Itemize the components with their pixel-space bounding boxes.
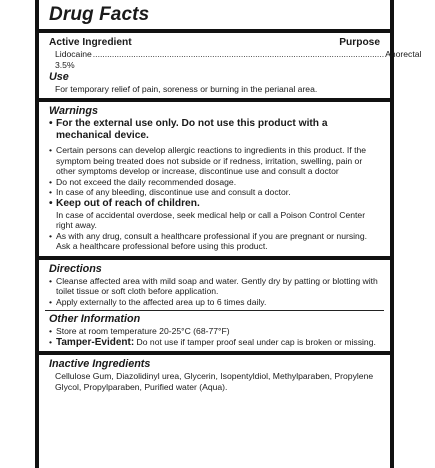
warning-text: Do not exceed the daily recommended dosage.	[56, 176, 237, 187]
bullet-icon: •	[49, 336, 53, 347]
direction-text: Apply externally to the affected area up to 6 times daily.	[56, 296, 267, 307]
drug-facts-panel	[35, 0, 422, 468]
warning-text: Certain persons can develop allergic reactions to ingredients in this product. If the symptom being treated does not subside or if redness, irritation, swelling, pain or other symptoms develop or increase, discontinue use and consult a doctor	[56, 145, 367, 176]
tamper-text: Do not use if tamper proof seal under cap is broken or missing.	[134, 336, 376, 347]
inactive-ingredients-section	[39, 355, 390, 393]
other-item	[49, 337, 380, 349]
active-heading: Active Ingredient	[49, 37, 132, 48]
use-heading: Use	[49, 71, 69, 83]
use-text: For temporary relief of pain, soreness or burning in the perianal area.	[55, 84, 318, 94]
warning-text: For the external use only. Do not use this product with a mechanical device.	[56, 118, 328, 141]
directions-heading: Directions	[49, 262, 102, 275]
directions-section	[39, 260, 390, 308]
bullet-icon: •	[49, 197, 53, 209]
direction-item	[49, 297, 380, 308]
warning-text: In case of any bleeding, discontinue use and consult a doctor.	[56, 187, 291, 197]
bullet-icon: •	[49, 176, 53, 187]
warning-item	[49, 198, 380, 210]
active-heading-row	[49, 37, 380, 49]
warning-item	[49, 118, 380, 142]
warning-text: As with any drug, consult a healthcare professional if you are pregnant or nursing. Ask a healthcare professional before using this product.	[56, 230, 367, 251]
other-item	[49, 326, 380, 337]
other-text: Store at room temperature 20-25°C (68-77°F)	[56, 326, 230, 336]
other-heading: Other Information	[49, 313, 141, 325]
purpose-heading: Purpose	[339, 37, 380, 48]
bullet-icon: •	[49, 187, 53, 197]
inactive-heading: Inactive Ingredients	[49, 358, 151, 370]
other-text	[56, 337, 376, 349]
warning-text: Keep out of reach of children.	[56, 197, 200, 209]
direction-item	[49, 276, 380, 297]
direction-text: Cleanse affected area with mild soap and water. Gently dry by patting or blotting with toilet tissue or soft cloth before application.	[56, 275, 378, 296]
warnings-section	[39, 102, 390, 252]
ingredient-purpose: Anorectal	[385, 49, 422, 59]
bullet-icon: •	[49, 230, 53, 241]
panel-title: Drug Facts	[49, 4, 150, 25]
warning-item	[49, 145, 380, 177]
ingredient-row	[49, 49, 422, 71]
warning-subtext: In case of accidental overdose, seek medical help or call a Poison Control Center right away.	[56, 209, 366, 230]
ingredient-name: Lidocaine 3.5%	[55, 49, 92, 70]
active-ingredient-section	[39, 33, 422, 95]
warnings-heading: Warnings	[49, 105, 98, 117]
bullet-icon: •	[49, 326, 53, 336]
bullet-icon: •	[49, 275, 53, 286]
warning-item	[49, 231, 380, 252]
bullet-icon: •	[49, 296, 53, 307]
tamper-label: Tamper-Evident:	[56, 336, 135, 348]
warning-item	[49, 177, 380, 188]
other-information-section	[39, 311, 390, 348]
inactive-text: Cellulose Gum, Diazolidinyl urea, Glycerin, Isopentyldiol, Methylparaben, Propylene Glycol, Propylparaben, Purified water (Aqua).	[55, 371, 374, 392]
bullet-icon: •	[49, 118, 53, 129]
leader-dots: ..........................................................................................................................	[92, 49, 385, 59]
bullet-icon: •	[49, 145, 53, 155]
warning-item	[49, 187, 380, 198]
